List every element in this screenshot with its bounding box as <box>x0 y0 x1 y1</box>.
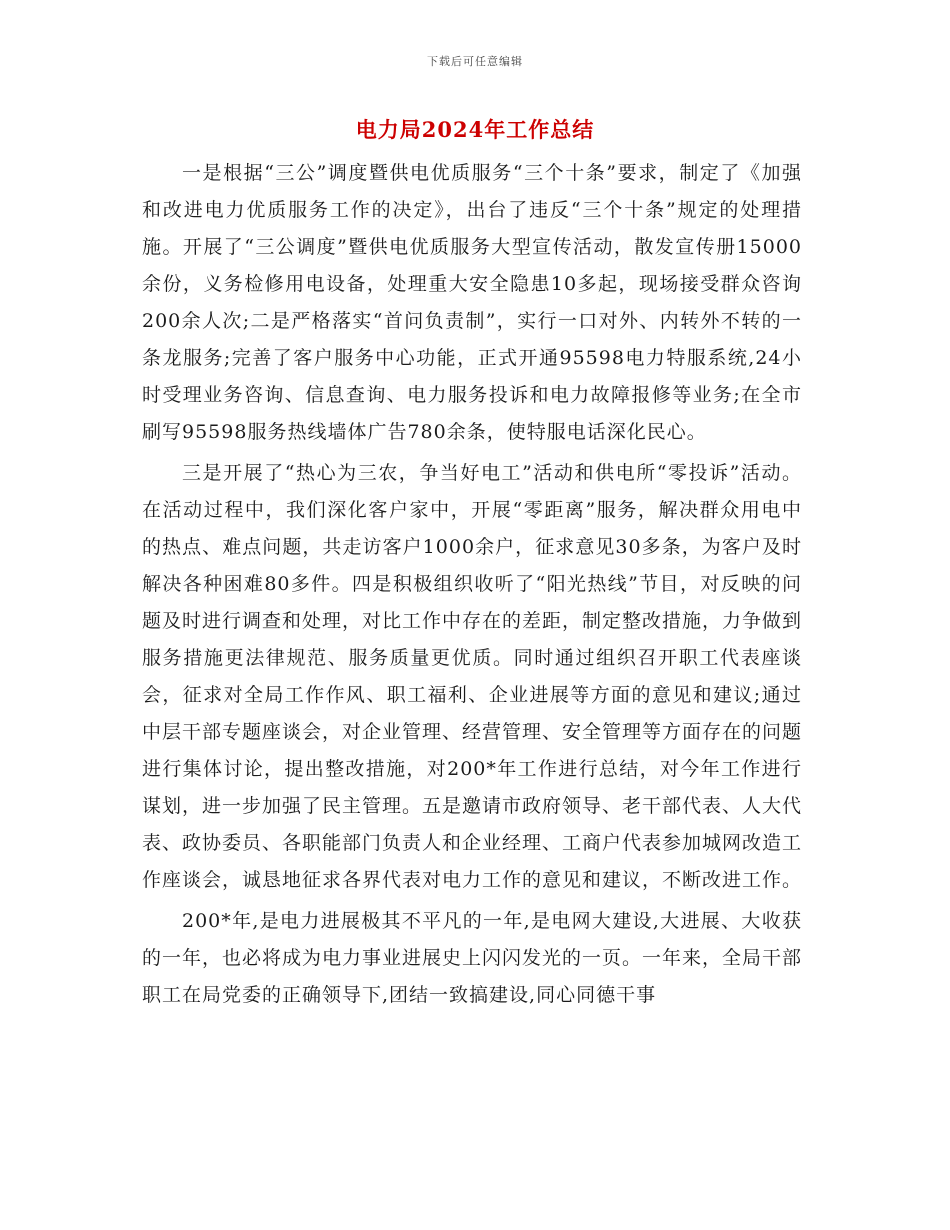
document-body <box>142 155 802 1018</box>
paragraph-1: 一是根据“三公”调度暨供电优质服务“三个十条”要求，制定了《加强和改进电力优质服务工作的决定》，出台了违反“三个十条”规定的处理措施。开展了“三公调度”暨供电优质服务大型宣传活动，散发宣传册15000余份，义务检修用电设备，处理重大安全隐患10多起，现场接受群众咨询200余人次;二是严格落实“首问负责制”，实行一口对外、内转外不转的一条龙服务;完善了客户服务中心功能，正式开通95598电力特服系统,24小时受理业务咨询、信息查询、电力服务投诉和电力故障报修等业务;在全市刷写95598服务热线墙体广告780余条，使特服电话深化民心。 <box>142 162 802 443</box>
document-title: 电力局2024年工作总结 <box>355 117 595 142</box>
paragraph-3: 200*年,是电力进展极其不平凡的一年,是电网大建设,大进展、大收获的一年，也必将成为电力事业进展史上闪闪发光的一页。一年来，全局干部职工在局党委的正确领导下,团结一致搞建设,同心同德干事 <box>142 910 803 1006</box>
page-header-note: 下载后可任意编辑 <box>427 55 523 68</box>
paragraph-2: 三是开展了“热心为三农，争当好电工”活动和供电所“零投诉”活动。在活动过程中，我们深化客户家中，开展“零距离”服务，解决群众用电中的热点、难点问题，共走访客户1000余户，征求意见30多条，为客户及时解决各种困难80多件。四是积极组织收听了“阳光热线”节目，对反映的问题及时进行调查和处理，对比工作中存在的差距，制定整改措施，力争做到服务措施更法律规范、服务质量更优质。同时通过组织召开职工代表座谈会，征求对全局工作作风、职工福利、企业进展等方面的意见和建议;通过中层干部专题座谈会，对企业管理、经营管理、安全管理等方面存在的问题进行集体讨论，提出整改措施，对200*年工作进行总结，对今年工作进行谋划，进一步加强了民主管理。五是邀请市政府领导、老干部代表、人大代表、政协委员、各职能部门负责人和企业经理、工商户代表参加城网改造工作座谈会，诚恳地征求各界代表对电力工作的意见和建议，不断改进工作。 <box>142 462 803 891</box>
